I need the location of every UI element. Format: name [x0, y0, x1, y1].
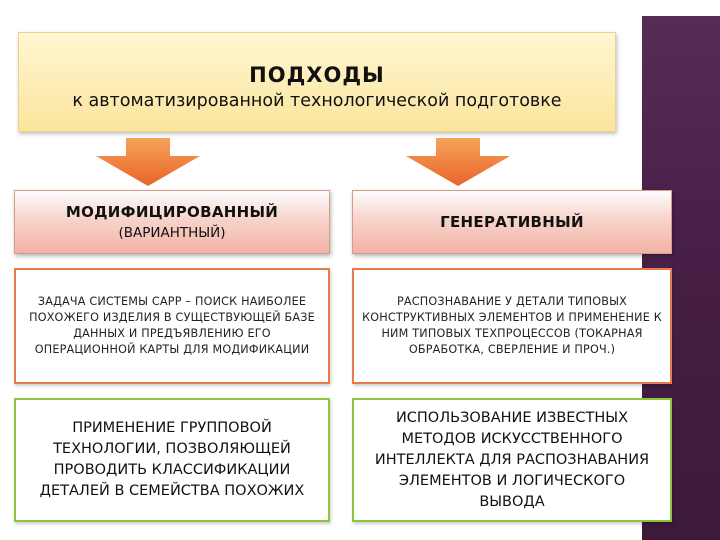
generative-description: РАСПОЗНАВАНИЕ У ДЕТАЛИ ТИПОВЫХ КОНСТРУКТИВНЫХ ЭЛЕМЕНТОВ И ПРИМЕНЕНИЕ К НИМ ТИПОВЫХ ТЕХПРОЦЕССОВ (ТОКАРНАЯ ОБРАБОТКА, СВЕРЛЕНИЕ И ПРОЧ.)	[352, 268, 672, 384]
modified-description: ЗАДАЧА СИСТЕМЫ САРР – ПОИСК НАИБОЛЕЕ ПОХОЖЕГО ИЗДЕЛИЯ В СУЩЕСТВУЮЩЕЙ БАЗЕ ДАННЫХ И ПРЕДЪЯВЛЕНИЮ ЕГО ОПЕРАЦИОННОЙ КАРТЫ ДЛЯ МОДИФИКАЦИИ	[14, 268, 330, 384]
approach-generative-title: ГЕНЕРАТИВНЫЙ	[440, 213, 584, 231]
header-title: ПОДХОДЫ	[249, 63, 385, 87]
header-subtitle: к автоматизированной технологической подготовке	[72, 91, 562, 111]
approach-modified-box	[14, 190, 330, 254]
header-box	[18, 32, 616, 132]
side-stripe-cap	[642, 0, 720, 16]
modified-method: ПРИМЕНЕНИЕ ГРУППОВОЙ ТЕХНОЛОГИИ, ПОЗВОЛЯЮЩЕЙ ПРОВОДИТЬ КЛАССИФИКАЦИИ ДЕТАЛЕЙ В СЕМЕЙСТВА ПОХОЖИХ	[14, 398, 330, 522]
approach-modified-alt-title: (ВАРИАНТНЫЙ)	[118, 225, 226, 241]
arrow-down-icon-left	[96, 138, 200, 186]
generative-method: ИСПОЛЬЗОВАНИЕ ИЗВЕСТНЫХ МЕТОДОВ ИСКУССТВЕННОГО ИНТЕЛЛЕКТА ДЛЯ РАСПОЗНАВАНИЯ ЭЛЕМЕНТОВ И ЛОГИЧЕСКОГО ВЫВОДА	[352, 398, 672, 522]
approach-modified-title: МОДИФИЦИРОВАННЫЙ	[65, 203, 279, 221]
arrow-down-icon-right	[406, 138, 510, 186]
approach-generative-box	[352, 190, 672, 254]
